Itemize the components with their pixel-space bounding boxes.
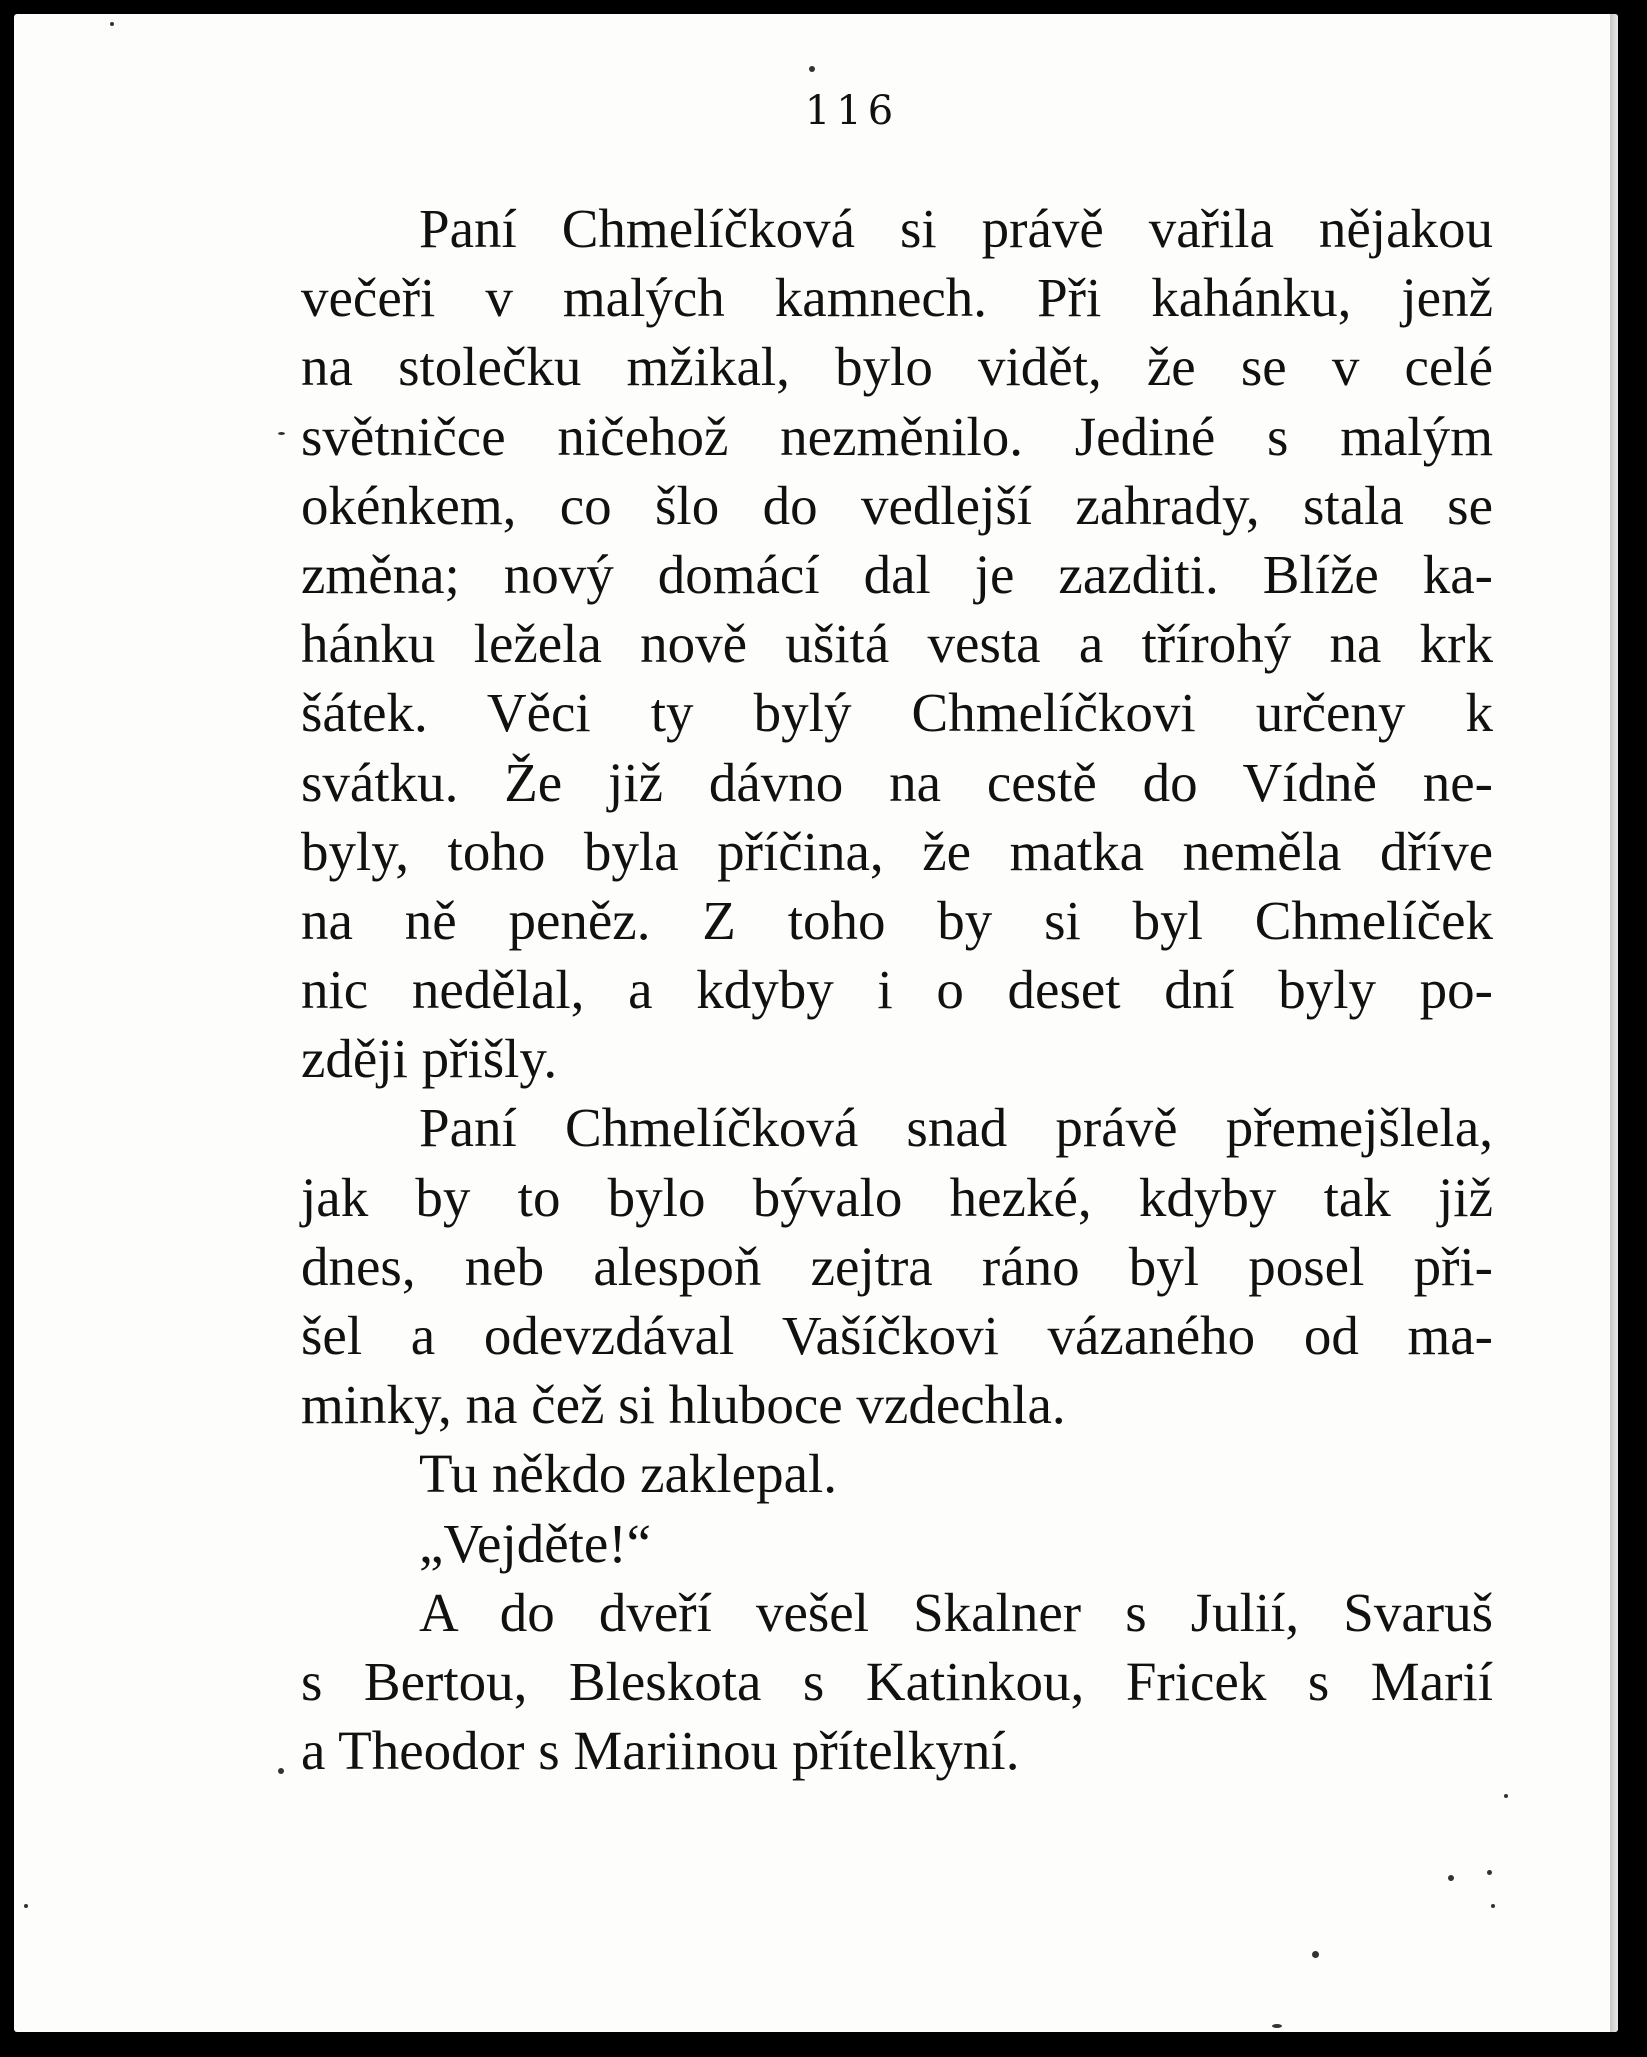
- scan-speck: [24, 1904, 28, 1908]
- text-line: Paní Chmelíčková snad právě přemejšlela,: [419, 1097, 1493, 1159]
- scan-speck: [278, 1768, 284, 1774]
- text-line: minky, na čež si hluboce vzdechla.: [301, 1374, 1066, 1436]
- text-line: na ně peněz. Z toho by si byl Chmelíček: [301, 889, 1493, 951]
- page-edge-shadow: [1610, 14, 1618, 2032]
- text-line: okénkem, co šlo do vedlejší zahrady, stala se: [301, 474, 1493, 536]
- text-line: změna; nový domácí dal je zazditi. Blíže ka-: [301, 543, 1493, 605]
- text-line: A do dveří vešel Skalner s Julií, Svaruš: [419, 1581, 1493, 1643]
- scan-speck: [1272, 2024, 1282, 2028]
- text-line: a Theodor s Mariinou přítelkyní.: [301, 1720, 1020, 1782]
- text-line: dnes, neb alespoň zejtra ráno byl posel při-: [301, 1235, 1493, 1297]
- text-line: zději přišly.: [301, 1028, 558, 1090]
- text-line: Paní Chmelíčková si právě vařila nějakou: [419, 198, 1493, 259]
- page-number: 116: [804, 88, 900, 134]
- scan-speck: [1448, 1875, 1454, 1881]
- text-line: nic nedělal, a kdyby i o deset dní byly po-: [301, 959, 1493, 1021]
- scan-speck: [809, 66, 815, 72]
- body-text: [301, 194, 1493, 1785]
- scan-speck: [1491, 1904, 1495, 1908]
- text-line: jak by to bylo bývalo hezké, kdyby tak již: [301, 1166, 1493, 1228]
- text-line: šel a odevzdával Vašíčkovi vázaného od ma-: [301, 1305, 1493, 1366]
- text-line: svátku. Že již dávno na cestě do Vídně ne-: [301, 751, 1493, 813]
- scan-speck: [1504, 1794, 1508, 1798]
- book-page: [14, 14, 1618, 2032]
- text-line: večeři v malých kamnech. Při kahánku, jenž: [301, 267, 1493, 329]
- text-line: hánku ležela nově ušitá vesta a třírohý na krk: [301, 613, 1493, 675]
- text-line: „Vejděte!“: [419, 1512, 652, 1574]
- scan-speck: [1487, 1870, 1492, 1875]
- text-line: šátek. Věci ty bylý Chmelíčkovi určeny k: [301, 682, 1493, 744]
- scan-speck: [110, 22, 114, 26]
- text-line: světničce ničehož nezměnilo. Jediné s malým: [301, 405, 1493, 467]
- scan-speck: [1312, 1951, 1319, 1958]
- text-line: s Bertou, Bleskota s Katinkou, Fricek s Marií: [301, 1650, 1493, 1712]
- scan-speck: [278, 432, 285, 435]
- text-line: na stolečku mžikal, bylo vidět, že se v celé: [301, 336, 1493, 398]
- text-line: byly, toho byla příčina, že matka neměla dříve: [301, 820, 1493, 882]
- text-line: Tu někdo zaklepal.: [419, 1443, 838, 1505]
